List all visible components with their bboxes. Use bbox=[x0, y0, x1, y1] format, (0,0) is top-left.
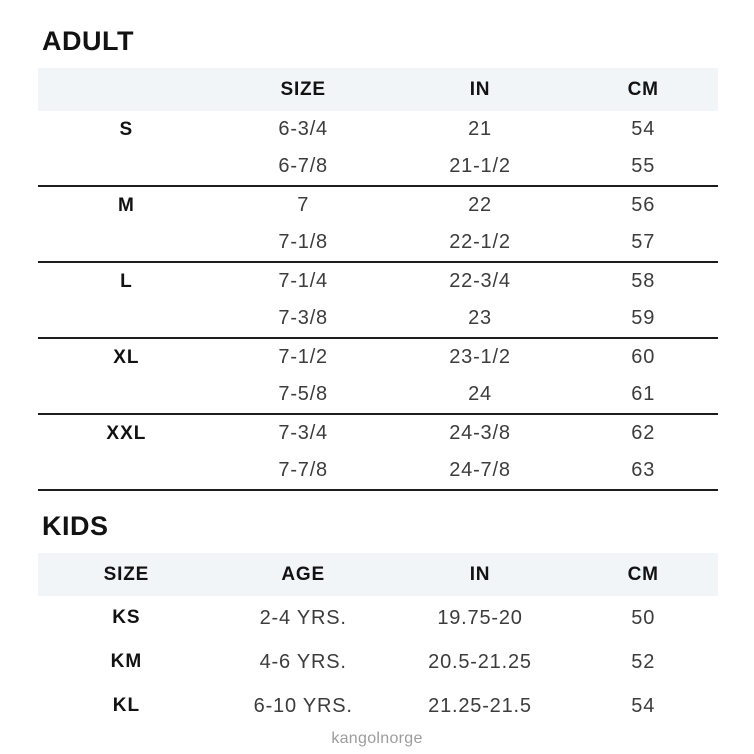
table-cell: 62 bbox=[631, 422, 656, 444]
table-cell: 50 bbox=[631, 606, 656, 629]
table-cell: 57 bbox=[568, 224, 718, 262]
row-label-xxl: XXL bbox=[106, 422, 147, 444]
table-cell: 21 bbox=[468, 118, 492, 140]
table-row bbox=[38, 596, 718, 640]
table-row bbox=[38, 452, 718, 490]
table-cell: 52 bbox=[631, 650, 656, 673]
column-header-age: AGE bbox=[281, 563, 325, 585]
column-header-cm: CM bbox=[627, 563, 659, 585]
table-cell: 7-5/8 bbox=[215, 376, 392, 414]
table-row bbox=[38, 111, 718, 148]
table-cell: 23 bbox=[392, 300, 569, 338]
table-row bbox=[38, 262, 718, 300]
table-cell: 7-1/8 bbox=[215, 224, 392, 262]
row-label-m: M bbox=[117, 194, 135, 216]
table-cell: 59 bbox=[568, 300, 718, 338]
table-cell: 22-3/4 bbox=[449, 270, 511, 292]
kids-header-row bbox=[38, 553, 718, 596]
row-label-blank bbox=[38, 148, 215, 186]
table-cell: 21.25-21.5 bbox=[428, 694, 532, 717]
table-cell: 54 bbox=[631, 694, 656, 717]
table-cell: 58 bbox=[631, 270, 656, 292]
column-header-size: SIZE bbox=[280, 78, 326, 100]
table-cell: 19.75-20 bbox=[437, 606, 523, 629]
table-cell: 6-3/4 bbox=[278, 118, 328, 140]
section-title-kids: KIDS bbox=[42, 511, 109, 541]
table-row bbox=[38, 186, 718, 224]
table-cell: 21-1/2 bbox=[392, 148, 569, 186]
column-header-cm: CM bbox=[627, 78, 659, 100]
section-title-adult: ADULT bbox=[42, 26, 134, 56]
table-cell: 7-3/8 bbox=[215, 300, 392, 338]
table-row bbox=[38, 640, 718, 684]
table-cell: 24 bbox=[392, 376, 569, 414]
table-cell: 6-7/8 bbox=[215, 148, 392, 186]
row-label-blank bbox=[38, 376, 215, 414]
table-row bbox=[38, 338, 718, 376]
table-row bbox=[38, 224, 718, 262]
watermark-text: kangolnorge bbox=[331, 730, 423, 747]
column-header-in: IN bbox=[469, 563, 491, 585]
table-cell: 56 bbox=[631, 194, 656, 216]
table-cell: 24-3/8 bbox=[449, 422, 511, 444]
adult-size-table bbox=[38, 68, 718, 491]
table-cell: 22-1/2 bbox=[392, 224, 569, 262]
table-cell: 24-7/8 bbox=[392, 452, 569, 490]
table-row bbox=[38, 414, 718, 452]
kids-size-table bbox=[38, 553, 718, 728]
table-cell: 22 bbox=[468, 194, 492, 216]
table-cell: 60 bbox=[631, 346, 656, 368]
row-label-blank bbox=[38, 224, 215, 262]
table-cell: 54 bbox=[631, 118, 656, 140]
table-cell: 2-4 YRS. bbox=[259, 606, 347, 629]
table-cell: 7-1/4 bbox=[278, 270, 328, 292]
row-label-kl: KL bbox=[112, 695, 141, 716]
row-label-km: KM bbox=[110, 651, 143, 672]
column-header-size: SIZE bbox=[103, 563, 150, 585]
table-cell: 63 bbox=[568, 452, 718, 490]
table-cell: 20.5-21.25 bbox=[428, 650, 532, 673]
row-label-s: S bbox=[119, 118, 134, 140]
table-row bbox=[38, 684, 718, 728]
table-cell: 4-6 YRS. bbox=[259, 650, 347, 673]
table-row bbox=[38, 300, 718, 338]
table-row bbox=[38, 148, 718, 186]
adult-header-row bbox=[38, 68, 718, 111]
row-label-l: L bbox=[120, 270, 133, 292]
column-header-blank bbox=[38, 68, 215, 111]
row-label-blank bbox=[38, 300, 215, 338]
table-cell: 7 bbox=[297, 194, 310, 216]
table-cell: 55 bbox=[568, 148, 718, 186]
table-row bbox=[38, 376, 718, 414]
table-cell: 7-1/2 bbox=[278, 346, 328, 368]
row-label-xl: XL bbox=[113, 346, 140, 368]
table-cell: 23-1/2 bbox=[449, 346, 511, 368]
table-cell: 7-7/8 bbox=[215, 452, 392, 490]
row-label-blank bbox=[38, 452, 215, 490]
table-cell: 6-10 YRS. bbox=[253, 694, 353, 717]
column-header-in: IN bbox=[469, 78, 491, 100]
table-cell: 61 bbox=[568, 376, 718, 414]
row-label-ks: KS bbox=[112, 607, 141, 628]
table-cell: 7-3/4 bbox=[278, 422, 328, 444]
